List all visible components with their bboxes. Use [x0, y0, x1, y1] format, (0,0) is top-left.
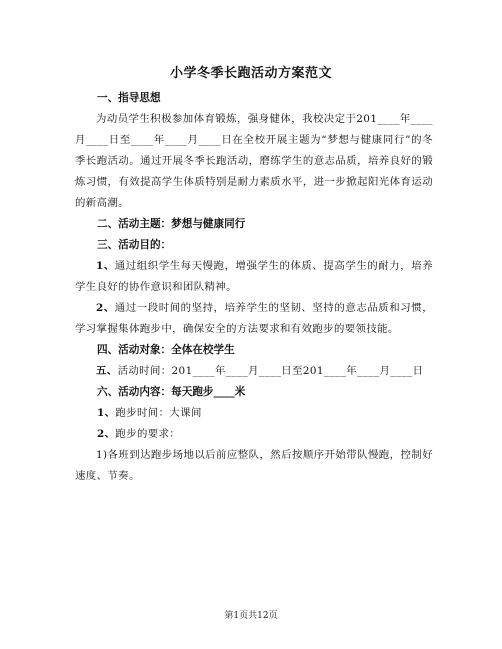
section-3-paragraph-2	[75, 298, 433, 340]
paragraph-text: 活动时间：201____年____月____日至201____年____月____日	[117, 365, 424, 377]
section-heading-4: 四、活动对象：全体在校学生	[97, 344, 235, 356]
document-body	[75, 88, 433, 487]
item-text: 跑步时间：大课间	[115, 407, 202, 419]
section-heading-6: 六、活动内容：每天跑步____米	[97, 386, 246, 398]
section-heading-2: 二、活动主题：梦想与健康同行	[97, 218, 246, 230]
section-6-item-1	[75, 403, 433, 424]
paragraph-number: 2、	[96, 302, 115, 314]
item-number: 2、	[97, 428, 116, 440]
paragraph-text: 通过一段时间的坚持，培养学生的坚韧、坚持的意志品质和习惯，学习掌握集体跑步中，确保安全的方法要求和有效跑步的要领技能。	[75, 302, 433, 335]
section-1-paragraph: 为动员学生积极参加体育锻炼，强身健体，我校决定于201____年____月____日至____年____月____日在全校开展主题为“梦想与健康同行”的冬季长跑活动。通过开展冬季长跑活动，磨练学生的意志品质，培养良好的锻炼习惯，有效提高学生体质特别是耐力素质水平，进一步掀起阳光体育运动的新高潮。	[75, 113, 433, 209]
paragraph-text: 通过组织学生每天慢跑，增强学生的体质、提高学生的耐力，培养学生良好的协作意识和团队精神。	[75, 260, 433, 293]
section-6-paragraph: 1)各班到达跑步场地以后前应整队，然后按顺序开始带队慢跑，控制好速度、节奏。	[75, 449, 433, 482]
section-3-paragraph-1	[75, 256, 433, 298]
section-number: 五、	[96, 365, 118, 377]
document-title: 小学冬季长跑活动方案范文	[169, 66, 332, 81]
section-heading-1: 一、指导思想	[97, 92, 161, 104]
paragraph-number: 1、	[96, 260, 115, 272]
section-6-item-2	[75, 424, 433, 445]
item-text: 跑步的要求：	[115, 428, 181, 440]
section-heading-3: 三、活动目的：	[97, 239, 172, 251]
section-5-paragraph	[75, 361, 433, 382]
item-number: 1、	[97, 407, 116, 419]
page-number-footer: 第1页共12页	[224, 611, 278, 621]
